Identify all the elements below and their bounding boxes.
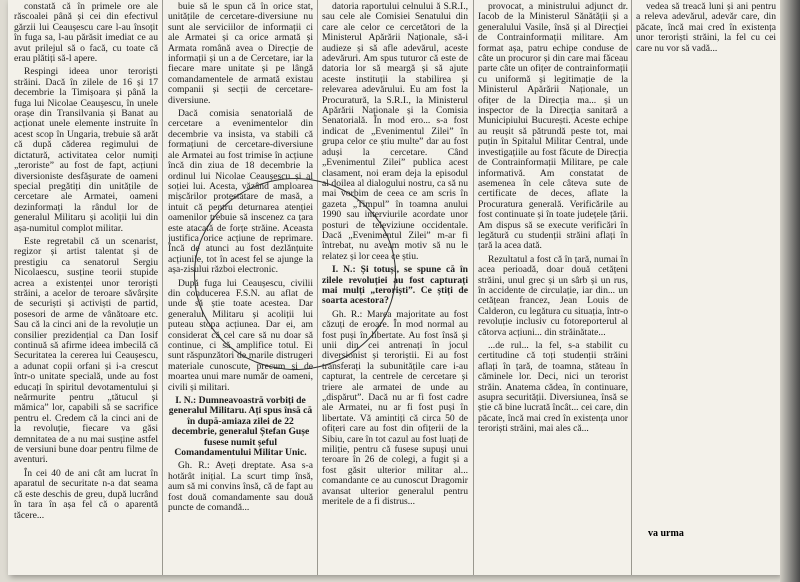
article-column-1 — [14, 2, 158, 524]
paragraph: În cei 40 de ani cât am lucrat în aparatul de securitate n-a dat seama că este deschis de greu, după lucrând în tara în așa fel că o aparentă tăcere... — [14, 467, 158, 521]
paragraph: Este regretabil că un scenarist, regizor și artist talentat și de prestigiu ca senatorul Sergiu Nicolaescu, susține teorii stupide acrea a existenței unor teroriști străini, a acelor de teroare săvârșite de securiști și activiști de partid, posesori de arme de vânătoare etc. Sau că la cinci ani de la revoluție un consilier prezidențial ca Dan Iosif continuă să afirme ideea imbecilă că Securitatea la cererea lui Ceaușescu, a adunat copii orfani și i-a crescut într-o unitate specială, unde au fost educați în spiritul devotamentului și neărmurite pentru „tătucul și mămica” lor, capabili să se sacrifice pentru el. Credem că la cinci ani de la revoluție, fiecare va găsi demnitatea de a nu mai susține astfel de versiuni bune doar pentru filme de aventuri. — [14, 235, 158, 466]
article-column-5 — [636, 2, 776, 57]
interview-answer: Gh. R.: Aveți dreptate. Asa s-a hotărât inițial. La scurt timp însă, aum să mi convins însă, că de fapt au fost două comandamente sau două puncte de comandă... — [168, 460, 313, 514]
paragraph: După fuga lui Ceaușescu, civilii din conducerea F.S.N. au aflat de unde să știe toate acestea. Dar generalul Militaru și acoliții lui puteau stopa acțiunea. Dar ei, am considerat că cel care să nu doar să continue, ci să amplifice totul. Ei sunt răspunzători de marile distrugeri materiale cunoscute, precum și de moartea unui mare număr de oameni, civili și militari. — [168, 277, 313, 393]
article-column-3 — [322, 2, 468, 511]
column-divider — [162, 0, 163, 575]
article-column-2 — [168, 2, 313, 517]
article-column-4 — [478, 2, 628, 438]
paragraph: Dacă comisia senatorială de cercetare a evenimentelor din decembrie va insista, va stabili că formațiuni de cercetare-diversiune ale Armatei au fost trimise în acțiune încă din ziua de 18 decembrie la ordinul lui Nicolae Ceaușescu și al soției lui. Acesta, văzând amploarea mișcărilor protestatare de masă, a intuit că pentru deturnarea atenției oamenilor trebuie să inscenez ca țara este atacată de forțe străine. Aceasta justifica orice acțiune de reprimare. Încă de atunci au fost dezlănțuite acțiunile, tot în acest fel se ajunge la așa-zisului război electronic. — [168, 108, 313, 276]
paragraph: vedea să treacă luni și ani pentru a releva adevărul, adevăr care, din păcate, încă mai cred în existența unor teroriști străini, la fel cu cei care nu vor să vadă... — [636, 2, 776, 54]
interview-question: I. N.: Dumneavoastră vorbiți de generalul Militaru. Ați spus însă că în după-amiaza zilei de 22 decembrie, generalul Ștefan Gușe fusese numit șeful Comandamentului Militar Unic. — [168, 395, 313, 459]
paragraph: constată că în primele ore ale răscoalei până și cei din efectivul gărzii lui Ceaușescu care l-au însoțit în fuga sa, l-au părăsit imediat ce au avut prilejul să o facă, cu toate că erau plătiți să-l apere. — [14, 2, 158, 65]
paragraph: buie să le spun că în orice stat, unitățile de cercetare-diversiune nu sunt ale serviciilor de informații ci ale Armatei și ca orice armată și Armata română avea o Direcție de informații și un a de Cercetare, iar la fiecare mare unitate și pe lângă comandamentele de armată existau companii și secții de cercetare-diversiune. — [168, 2, 313, 106]
scan-edge-shadow — [780, 0, 800, 582]
interview-question: I. N.: Și totuși, se spune că în zilele revoluției au fost capturați mai mulți „teroriști”. Ce știți de soarta acestora? — [322, 264, 468, 307]
continued-notice: va urma — [648, 528, 684, 539]
paragraph: Rezultatul a fost că în țară, numai în acea perioadă, doar două cetățeni străini, unul grec și un sârb și un rus, în accidente de circulație, iar din... un cetățean francez, Jean Louis de Calderon, cu legătura cu situația, într-o revoluție inclusiv cu fotoreporterul al cătorva acțiuni... din străinătate... — [478, 253, 628, 338]
paragraph: Respingi ideea unor teroriști străini. Dacă în zilele de 16 și 17 decembrie la Timișoara și până la fuga lui Nicolae Ceaușescu, în unele orașe din Transilvania și Banat au acționat unele elemente instruite în acest scop în Ungaria, trebuie să arăt că după căderea regimului de dictatură, activitatea celor numiți „teroriste” au fost de fapt, acțiuni diversioniste desfășurate de oameni special pregătiți din unitățile de cercetare ale Armatei, oameni dezinformați la rândul lor de generalul Militaru și acoliții lui din așa-numitul complot militar. — [14, 66, 158, 234]
paragraph: datoria raportului celnului ă S.R.I., sau cele ale Comisiei Senatului din care ale celor ce cercetători de la Ministerul Apărării Naționale, să-i audieze și să afle adevărul, aceste adevăruri. Am spus tuturor că este de datoria lor să meargă și să ajute aceste instituții la stabilirea și relevarea adevărului. Eu am fost la Procuratură, la S.R.I., la Ministerul Apărării Naționale și la Comisia Senatorială. În mod ero... s-a fost indicat de „Evenimentul Zilei” în grupa celor ce știu multe” dar au fost aduși la cercetare. Când „Evenimentul Zilei” publica acest clasament, noi eram deja la episodul al doilea al dialogului nostru, ca să nu mai vorbim de ceea ce am scris în gazeta „Timpul” în toamna anului 1990 sau interviurile acordate unor posturi de televiziune occidentale. Dacă „Evenimentul Zilei” m-ar fi întrebat, nu aveam motiv să nu le relatez și lor ceea ce știu. — [322, 2, 468, 262]
paragraph: provocat, a ministrului adjunct dr. Iacob de la Ministerul Sănătății și a generalului Vasile, însă și al Direcției de Contrainformații militare. Am format așa, patru echipe conduse de câte un procuror și din care mai făceau parte câte un ofițer de contrainformații cu uniformă și legitimație de la Ministerul Apărării Naționale, un ofițer de la Direcția ma... și un inspector de la Direcția sanitară a Municipiului București. Aceste echipe au reușit să pătrundă peste tot, mai puțin în Spitalul Militar Central, unde investigațiile au fost făcute de Direcția de Contrainformații Militare, pe cale informativă. Am constatat de asemenea în cele câteva sute de certificate de deces, aflate la Procuratura generală. Verificările au fost continuate și în toate județele țării. Am dispus să se execute verificări în legătură cu studenții străini aflați în țară la acea dată. — [478, 2, 628, 252]
interview-answer: Gh. R.: Marea majoritate au fost căzuți de eroare. În mod normal au fost puși în libertate. Au fost însă și unii din cei antrenați în jocul diversionist și teroriștii. Ei au fost transferați la subunitățile care i-au capturat, la centrele de cercetare și triere ale armatei de unde au „dispărut”. Dacă nu ar fi fost cadre ale Armatei, nu ar fi fost puși în libertate. Vă amintiți că circa 50 de ofițeri care au fost din ofițerii de la Sibiu, care în tot cazul au fost luați de miliție, pentru că fusese supuși unui teroare în 26 de colegi, a fugit și a fost găsit ulterior militar al... comandante ce au cunoscut Dragomir avansat ulterior generalul pentru meritele de a fi distrus... — [322, 308, 468, 508]
newspaper-page — [8, 0, 780, 575]
paragraph: ...de rul... la fel, s-a stabilit cu certitudine că toți studenții străini aflați în țară, de toamna, stăteau în căminele lor. Deci, nici un terorist străin. Anatema cădea, în continuare, asupra securității. Diversiunea, însă se știe că bine lucrată încât... cei care, din păcate, încă mai cred în existența unor teroriști străini, mai ales că... — [478, 340, 628, 435]
column-divider — [473, 0, 474, 575]
column-divider — [317, 0, 318, 575]
column-divider — [631, 0, 632, 575]
